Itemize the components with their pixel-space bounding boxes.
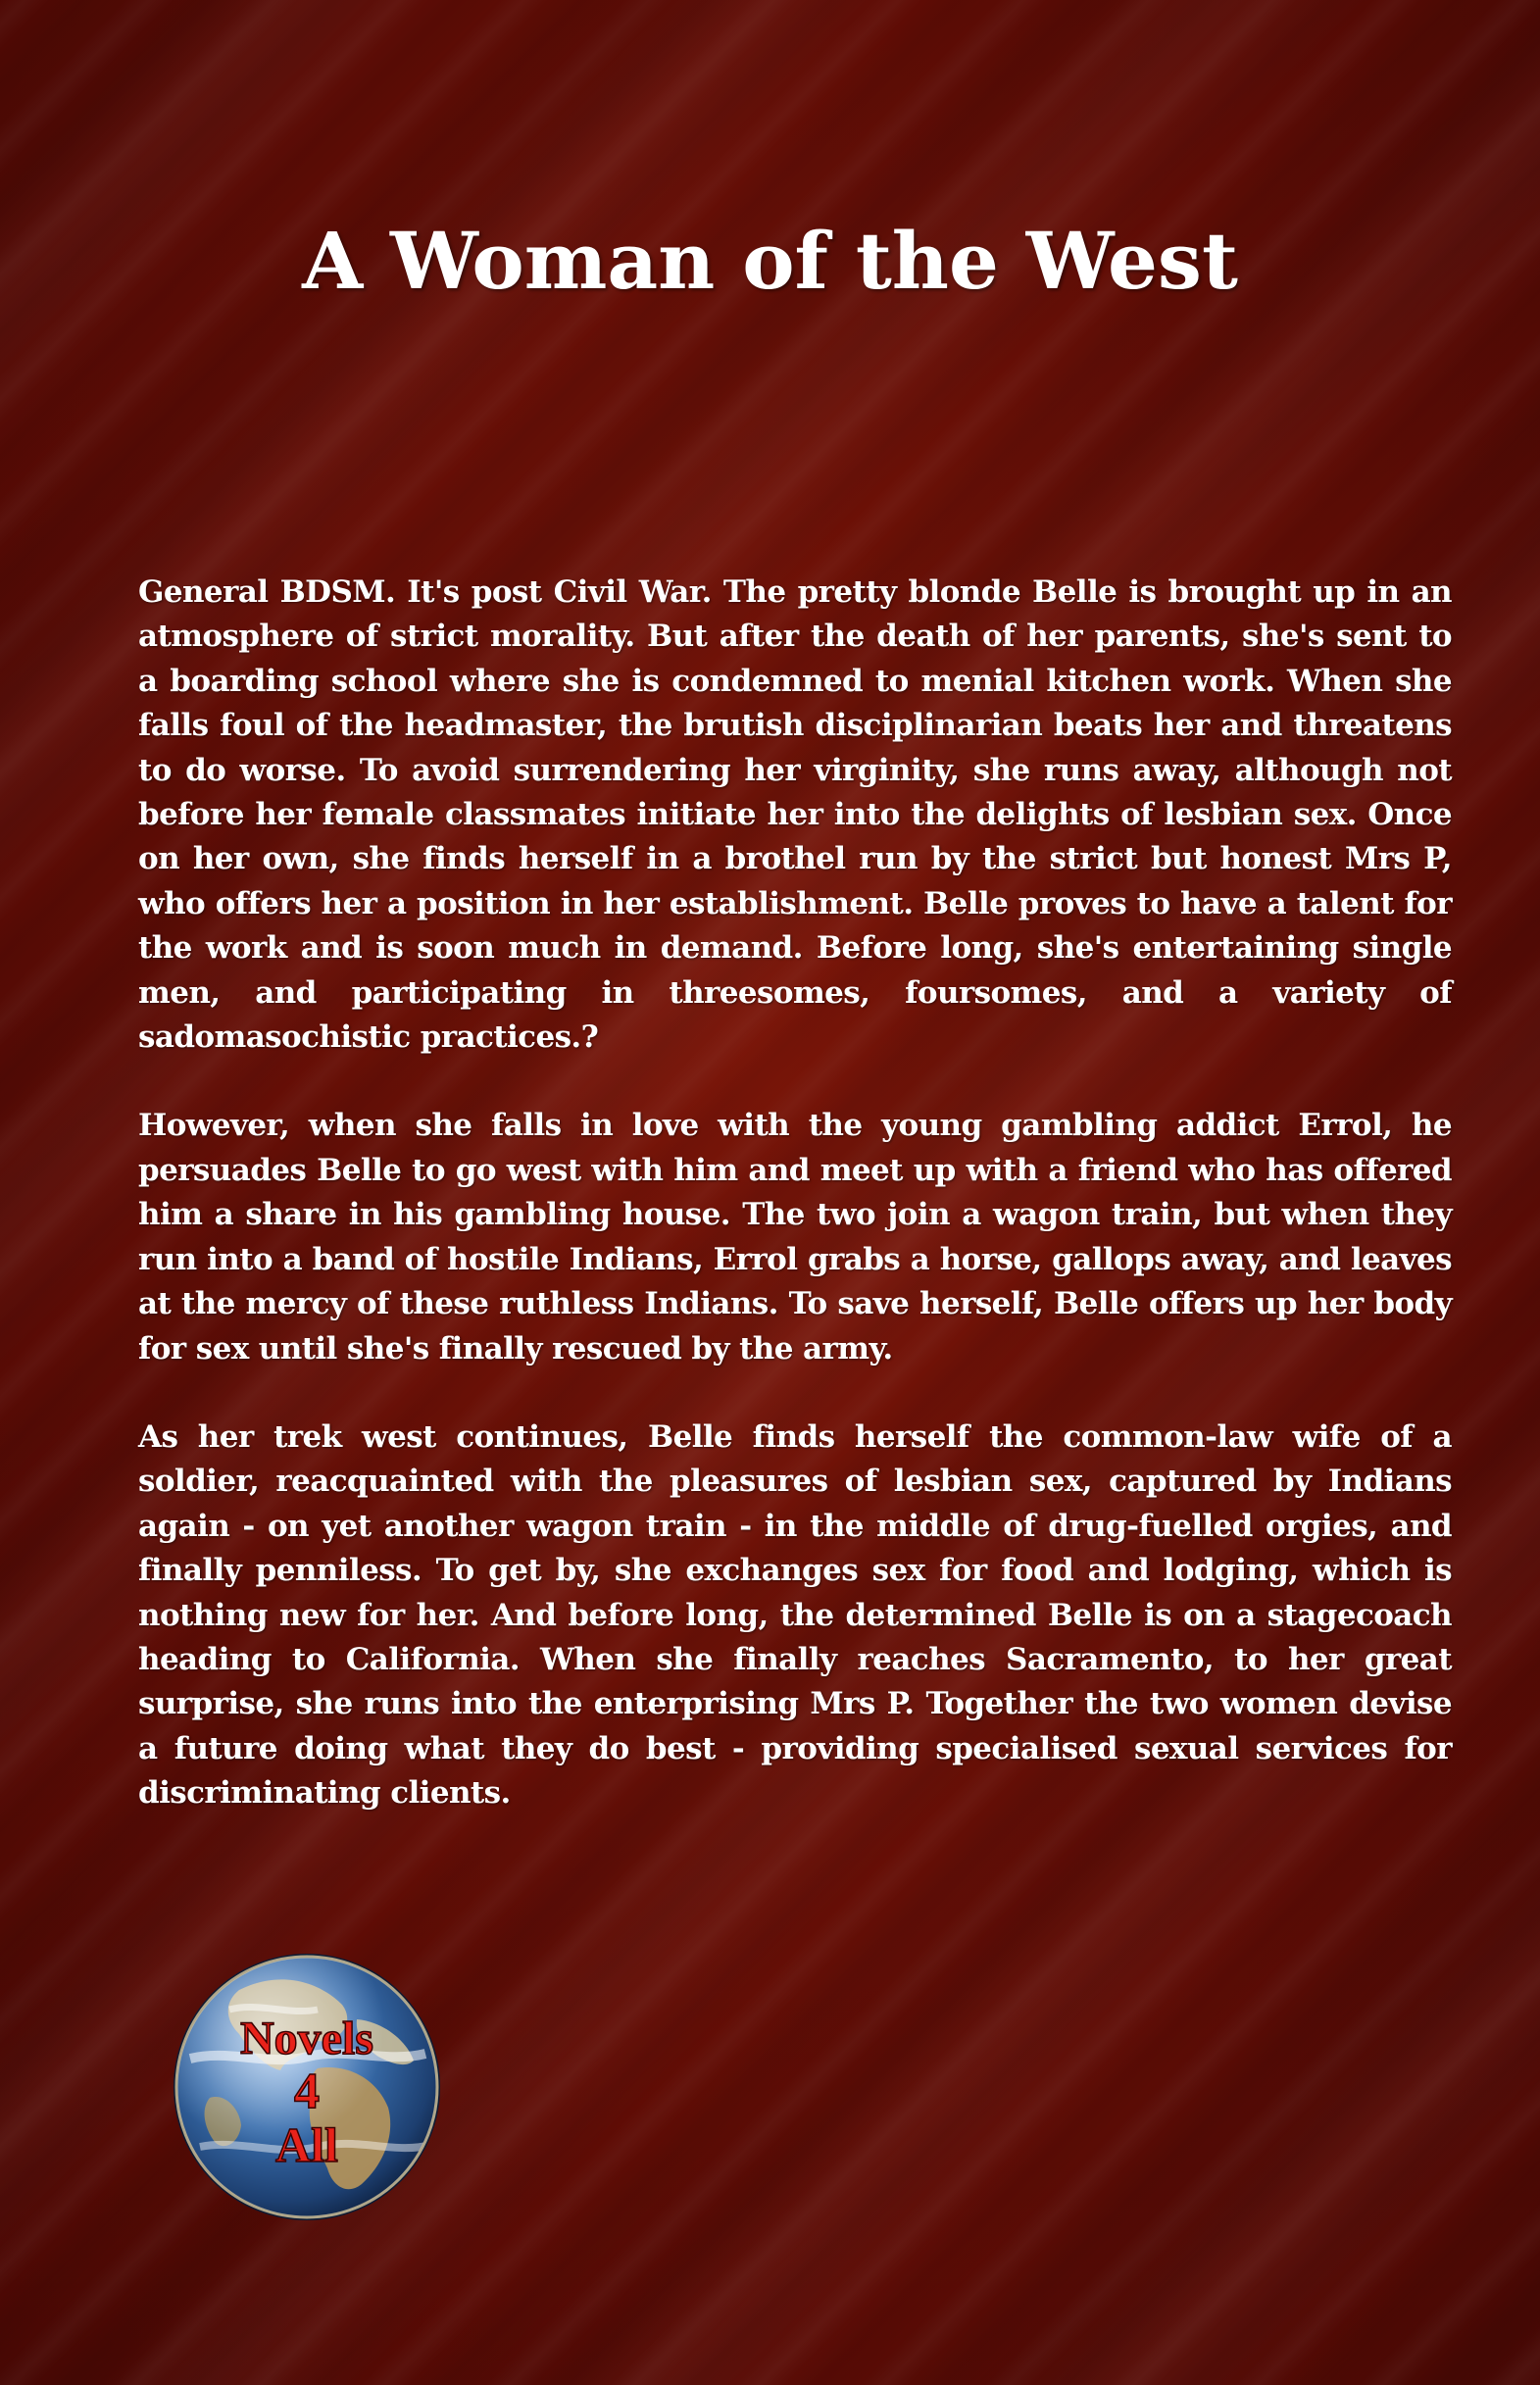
logo-text-line3: All bbox=[275, 2117, 338, 2172]
publisher-logo bbox=[171, 1951, 443, 2223]
blurb-paragraph-1: General BDSM. It's post Civil War. The pretty blonde Belle is brought up in an atmosphere of strict morality. But after the death of her parents, she's sent to a boarding school where she is condemned to menial kitchen work. When she falls foul of the headmaster, the brutish disciplinarian beats her and threatens to do worse. To avoid surrendering her virginity, she runs away, although not before her female classmates initiate her into the delights of lesbian sex. Once on her own, she finds herself in a brothel run by the strict but honest Mrs P, who offers her a position in her establishment. Belle proves to have a talent for the work and is soon much in demand. Before long, she's entertaining single men, and participating in threesomes, foursomes, and a variety of sadomasochistic practices.? bbox=[138, 574, 1452, 1056]
book-blurb bbox=[138, 571, 1452, 1861]
globe-icon bbox=[171, 1951, 443, 2223]
book-title: A Woman of the West bbox=[302, 215, 1238, 307]
logo-text-line2: 4 bbox=[294, 2063, 320, 2119]
blurb-paragraph-2: However, when she falls in love with the young gambling addict Errol, he persuades Belle to go west with him and meet up with a friend who has offered him a share in his gambling house. The two join a wagon train, but when they run into a band of hostile Indians, Errol grabs a horse, gallops away, and leaves at the mercy of these ruthless Indians. To save herself, Belle offers up her body for sex until she's finally rescued by the army. bbox=[138, 1108, 1452, 1366]
blurb-paragraph-3: As her trek west continues, Belle finds herself the common-law wife of a soldier, reacquainted with the pleasures of lesbian sex, captured by Indians again - on yet another wagon train - in the middle of drug-fuelled orgies, and finally penniless. To get by, she exchanges sex for food and lodging, which is nothing new for her. And before long, the determined Belle is on a stagecoach heading to California. When she finally reaches Sacramento, to her great surprise, she runs into the enterprising Mrs P. Together the two women devise a future doing what they do best - providing specialised sexual services for discriminating clients. bbox=[138, 1418, 1452, 1812]
logo-text-line1: Novels bbox=[240, 2012, 373, 2064]
